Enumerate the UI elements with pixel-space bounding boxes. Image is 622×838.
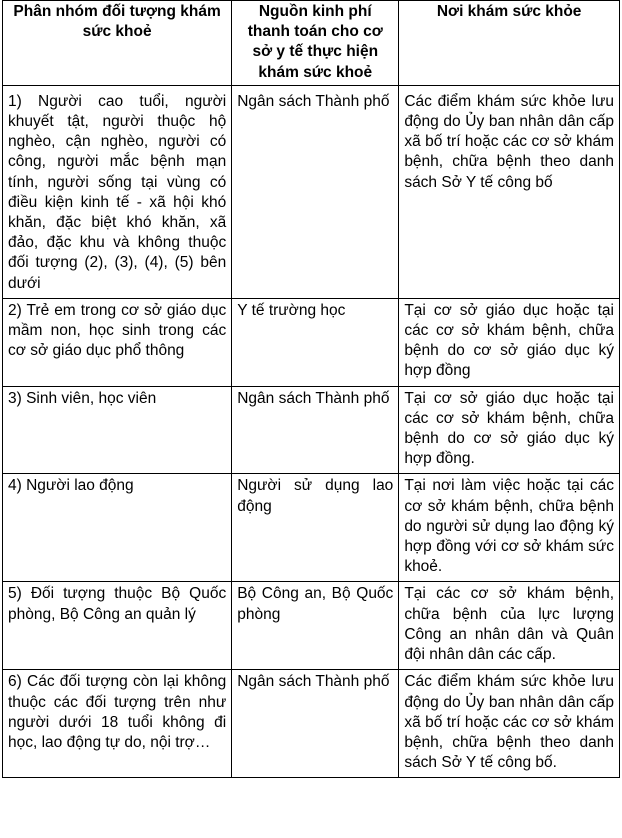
location-cell: Tại nơi làm việc hoặc tại các cơ sở khám bệnh, chữa bệnh do người sử dụng lao động ký hợp đồng với cơ sở khám sức khoẻ. (399, 474, 620, 582)
group-cell: 6) Các đối tượng còn lại không thuộc các đối tượng trên như người dưới 18 tuổi không đi học, lao động tự do, nội trợ… (3, 670, 232, 778)
location-cell: Tại cơ sở giáo dục hoặc tại các cơ sở khám bệnh, chữa bệnh do cơ sở giáo dục ký hợp đồng (399, 298, 620, 386)
header-location: Nơi khám sức khỏe (399, 1, 620, 86)
funding-cell: Ngân sách Thành phố (232, 85, 399, 298)
funding-cell: Ngân sách Thành phố (232, 386, 399, 474)
header-funding: Nguồn kinh phí thanh toán cho cơ sở y tế thực hiện khám sức khoẻ (232, 1, 399, 86)
funding-cell: Bộ Công an, Bộ Quốc phòng (232, 582, 399, 670)
funding-cell: Người sử dụng lao động (232, 474, 399, 582)
table-row (3, 386, 620, 474)
table-row (3, 582, 620, 670)
funding-cell: Y tế trường học (232, 298, 399, 386)
table-row (3, 85, 620, 298)
group-cell: 1) Người cao tuổi, người khuyết tật, người thuộc hộ nghèo, cận nghèo, người có công, người mắc bệnh mạn tính, người sống tại vùng có điều kiện kinh tế - xã hội khó khăn, đặc biệt khó khăn, xã đảo, đặc khu và không thuộc đối tượng (2), (3), (4), (5) bên dưới (3, 85, 232, 298)
location-cell: Tại cơ sở giáo dục hoặc tại các cơ sở khám bệnh, chữa bệnh do cơ sở giáo dục ký hợp đồng. (399, 386, 620, 474)
table-row (3, 474, 620, 582)
location-cell: Các điểm khám sức khỏe lưu động do Ủy ban nhân dân cấp xã bố trí hoặc các cơ sở khám bệnh, chữa bệnh theo danh sách Sở Y tế công bố (399, 85, 620, 298)
group-cell: 4) Người lao động (3, 474, 232, 582)
group-cell: 3) Sinh viên, học viên (3, 386, 232, 474)
funding-cell: Ngân sách Thành phố (232, 670, 399, 778)
table-row (3, 670, 620, 778)
location-cell: Các điểm khám sức khỏe lưu động do Ủy ban nhân dân cấp xã bố trí hoặc các cơ sở khám bệnh, chữa bệnh theo danh sách Sở Y tế công bố. (399, 670, 620, 778)
table-row (3, 298, 620, 386)
header-group: Phân nhóm đối tượng khám sức khoẻ (3, 1, 232, 86)
group-cell: 2) Trẻ em trong cơ sở giáo dục mầm non, học sinh trong các cơ sở giáo dục phổ thông (3, 298, 232, 386)
group-cell: 5) Đối tượng thuộc Bộ Quốc phòng, Bộ Công an quản lý (3, 582, 232, 670)
location-cell: Tại các cơ sở khám bệnh, chữa bệnh của lực lượng Công an nhân dân và Quân đội nhân dân các cấp. (399, 582, 620, 670)
health-exam-table (2, 0, 620, 778)
table-header-row (3, 1, 620, 86)
